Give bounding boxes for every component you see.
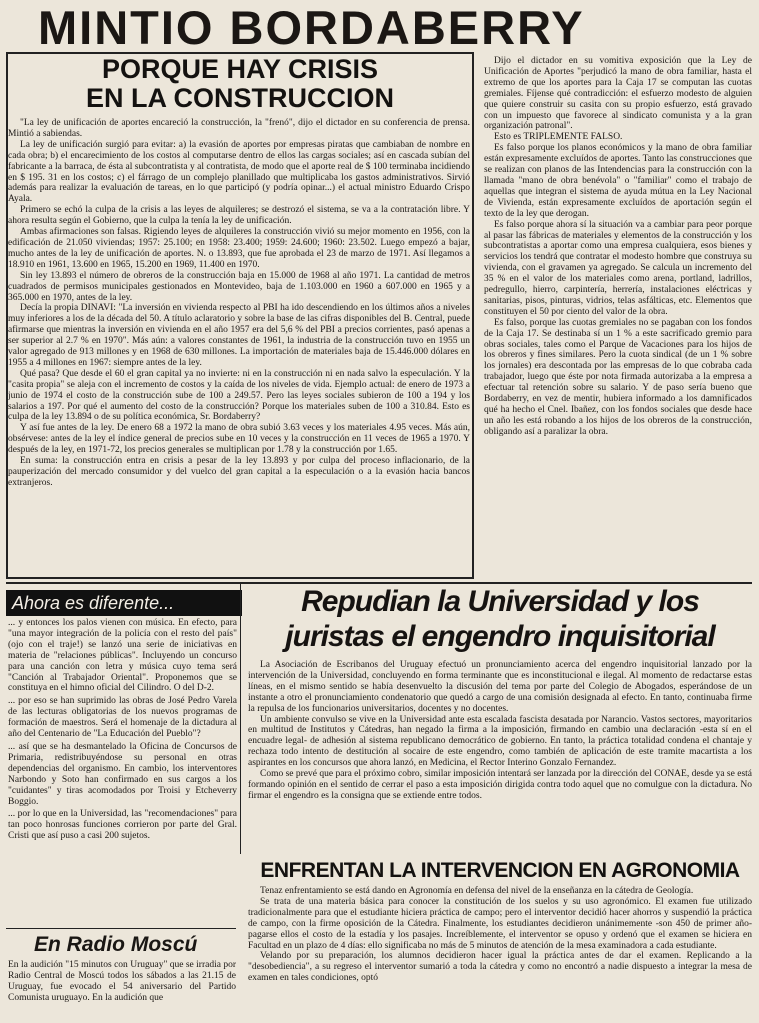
sidebar-header: Ahora es diferente... [6, 590, 242, 616]
paragraph: Velando por su preparación, los alumnos decidieron hacer igual la práctica antes de dar el examen. Replicando a la "desobediencia", a su regreso el interventor sumarió a toda la cátedra y como no encontró a nadie dispuesto a integrar la mesa de examen en tales condiciones, optó [248, 951, 752, 984]
paragraph: Qué pasa? Que desde el 60 el gran capital ya no invierte: ni en la construcción ni en nada salvo la especulación. Y la "casita propia" se aleja con el incremento de costos y la caída de los niveles de vida. Ejemplo actual: de enero de 1973 a junio de 1974 el costo de la construcción sube de 100 a 249.57. Pero las leyes sociales subieron de 100 a 194 y los salarios a 197. Por qué el aumento del costo de la construcción? Porque los materiales suben de 100 a 310.84. Esto es culpa de la ley 13.894 o de su política económica, Sr. Bordaberry? [8, 368, 470, 423]
paragraph: Es falso porque los planos económicos y la mano de obra familiar están expresamente excluídos de aportes. Tanto las construcciones que se realizan con planos de las Intendencias para la construcción con la llamada "mano de obra benévola" o "familiar" como el trabajo de aquellas que integran el sistema de ayuda mútua en la Ley Nacional de Vivienda, están expresamente excluídos de aportación según el texto de la ley que derogan. [484, 143, 752, 219]
paragraph: Y así fue antes de la ley. De enero 68 a 1972 la mano de obra subió 3.63 veces y los materiales 4.95 veces. Más aún, obsérvese: antes de la ley el índice general de precios sube en 10 veces y la construcción en 11 veces de 1965 a 1970. Y después de la ley, en 1971-72, los precios generales se multiplican por 1.78 y la construcción por 1.65. [8, 423, 470, 456]
article-universidad-title-line2: juristas el engendro inquisitorial [285, 620, 715, 653]
column-rule [240, 584, 241, 854]
article-agronomia-body [248, 886, 752, 1020]
paragraph: Es falso porque ahora sí la situación va a cambiar para peor porque al pasar las fábricas de materiales y elementos de la construcción y los subcontratistas a aportar como una empresa cualquiera, esos bienes y servicios los tendrá que contratar el modesto hombre que construya su vivienda, con el gravamen ya agregado. Se calcula un incremento del 35 % en el valor de los materiales como arena, portland, ladrillos, pedregullo, hierro, carpintería, herrería, instalaciones eléctricas y sanitarias, pisos, pinturas, vidrios, telas asfálticas, etc. Elementos que constituyen el 50 por ciento del valor de la obra. [484, 219, 752, 317]
paragraph: Dijo el dictador en su vomitiva exposición que la Ley de Unificación de Aportes "perjudicó la mano de obra familiar, hasta el extremo de que los aportes para la Caja 17 se computan las cuotas gremiales. Fíjense qué contradicción: el esfuerzo modesto de alguien que quiere construir su casita con su propio esfuerzo, está gravado con un impuesto que favorece al sindicato comunista y a la gran organización patronal". [484, 56, 752, 132]
paragraph: La ley de unificación surgió para evitar: a) la evasión de aportes por empresas piratas que cambiaban de nombre en cada obra; b) el encarecimiento de los costos al computarse dentro de ellos las cargas sociales; así en cascada subían del fabricante a la barraca, de ésta al subcontratista y al contratista, de modo que el aporte real de $ 100 terminaba incidiendo en $ 195. 31 en los costos; c) el fárrago de un complejo planillado que multiplicaba los gastos administrativos. Sirvió además para realizar la evaluación de tareas, en lo que participó (y podría opinar...) el actual ministro Eduardo Crispo Ayala. [8, 139, 470, 205]
sidebar-body [8, 618, 237, 926]
paragraph: Primero se echó la culpa de la crisis a las leyes de alquileres; se destrozó el sistema, se va a la contratación libre. Y ahora resulta según el Gobierno, que la culpa la tenía la ley de unificación. [8, 205, 470, 227]
article-universidad-body [248, 660, 752, 856]
paragraph: Ambas afirmaciones son falsas. Rigiendo leyes de alquileres la construcción vivió su mejor momento en 1956, con la edificación de 21.050 viviendas; 1957: 25.100; en 1958: 23.400; 1959: 24.600; 1960: 23.502. Luego empezó a bajar, mucho antes de la ley de unificación de aportes. N. o 13.893, que fue aprobada el 23 de marzo de 1971. Así llegamos a 18.910 en 1961, 13.600 en 1965, 15.200 en 1969, 11.400 en 1970. [8, 227, 470, 270]
sidebar-item: ... por lo que en la Universidad, las "recomendaciones" para tan poco honrosas funciones corrieron por parte del Gral. Cristi que así puso a casi 200 sujetos. [8, 809, 237, 842]
article-agronomia-title: ENFRENTAN LA INTERVENCION EN AGRONOMIA [260, 859, 740, 882]
sidebar-divider [6, 928, 236, 929]
article-crisis-continued [484, 56, 752, 438]
paragraph: Tenaz enfrentamiento se está dando en Agronomía en defensa del nivel de la enseñanza en la cátedra de Geología. [260, 886, 694, 896]
paragraph: "La ley de unificación de aportes encareció la construcción, la "frenó", dijo el dictador en su conferencia de prensa. Mintió a sabiendas. [8, 118, 470, 139]
paragraph: Decía la propia DINAVI: "La inversión en vivienda respecto al PBI ha ido descendiendo en los últimos años a niveles muy inferiores a los de la década del 50. A título aclaratorio y sobre la base de las cifras disponibles del B. Central, puede afirmarse que mientras la inversión en vivienda en el año 1957 era del 5,6 % del PBI a precios corrientes, pasó apenas a ser superior al 2.7 % en 1970". Más aún: a valores constantes de 1961, la industria de la construcción tuvo en 1955 un valor agregado de 913 millones y en 1968 de 630 millones. La importación de materiales baja de 15.446.000 dólares en 1955 a 4 millones en 1967: siempre antes de la ley. [8, 303, 470, 368]
article-crisis-title-line1: PORQUE HAY CRISIS [101, 54, 379, 84]
paragraph: Un ambiente convulso se vive en la Universidad ante esta escalada fascista desatada por Narancio. Vastos sectores, mayoritarios en multitud de Institutos y Cátedras, han negado la firma a la imposición, firmando en cambio una declaración -esta sí en el encuadre legal- de adhesión al sistema republicano democrático de gobierno. En tanto, la práctica totalidad condena el chantaje y rechaza todo intento de destitución al socaire de este engendro, como también de aplicación de este tramite macartista a los aspirantes en los concursos que ahora lanzó, en Medicina, el Rector Interino Gonzalo Fernandez. [248, 714, 752, 769]
sidebar-item: ... por eso se han suprimido las obras de José Pedro Varela de las lecturas obligatorias de los nuevos programas de formación de maestros. Será el homenaje de la dictadura al año del Centenario de "La Educación del Pueblo"? [8, 696, 237, 740]
sidebar-item: ... así que se ha desmantelado la Oficina de Concursos de Primaria, redistribuyéndose su personal en otras dependencias del organismo. En cambio, los interventores Narbondo y Soto han confirmado en sus cargos a los "cuidantes" y tiras acomodados por Troisi y Etcheverry Boggio. [8, 741, 237, 807]
paragraph: En suma: la construcción entra en crisis a pesar de la ley 13.893 y por culpa del proceso inflacionario, de la pauperización del mercado consumidor y del vuelco del gran capital a la especulación o a la evasión hacia bancos extranjeros. [8, 456, 470, 488]
paragraph: Es falso, porque las cuotas gremiales no se pagaban con los fondos de la Caja 17. Se destinaba sí un 1 % a este sacrificado gremio para obras sociales, tales como el Parque de Vacaciones para los hijos de los obreros y fines similares. Pero la cuota sindical (de un 1 % sobre los jornales) era descontada por las empresas de lo que cobraba cada trabajador, luego que éste por nota firmada autorizaba a la empresa a efectuar tal retención sobre su salario. Y de paso sería bueno que Bordaberry, en vez de mentir, hubiera informado a los damnificados qué ha hecho el Cnel. Ibañez, con los fondos sociales que desde hace un año les está robando a los hijos de los obreros de la construcción, obligando así a paralizar la obra. [484, 317, 752, 437]
article-universidad-title-line1: Repudian la Universidad y los [301, 585, 699, 618]
article-crisis-title-line2: EN LA CONSTRUCCION [86, 83, 394, 113]
paragraph: Se trata de una materia básica para conocer la constitución de los suelos y su uso agronómico. El examen fue utilizado tradicionalmente para que el estudiante hiciera práctica de campo; pero el interventor decidió hacer ahorros y suspendió la práctica de campo, con la firme oposición de la Cátedra. Finalmente, los estudiantes decidieron unánimemente -son 450 de primer año- pagarse ellos el costo de la estadía y los pasajes. Increíblemente, el interventor se opuso y ordenó que el examen se hiciera en Facultad en un plazo de 4 días: ello significaba no más de 5 minutos de atención de la mesa examinadora a cada estudiante. [248, 896, 752, 951]
radio-title: En Radio Moscú [34, 933, 198, 956]
article-crisis-body [8, 118, 470, 489]
masthead: MINTIO BORDABERRY [38, 1, 585, 54]
paragraph: Esto es TRIPLEMENTE FALSO. [494, 132, 623, 143]
paragraph: Como se prevé que para el próximo cobro, similar imposición intentará ser lanzada por la dirección del CONAE, desde ya se está formando opinión en el sentido de cerrar el paso a esta imposición dirigida contra todo aquel que no comulgue con la dictadura. No firmar el engendro es la consigna que se extiende entre todos. [248, 769, 752, 801]
paragraph: La Asociación de Escribanos del Uruguay efectuó un pronunciamiento acerca del engendro inquisitorial lanzado por la intervención de la Universidad, concluyendo en forma terminante que es inconstitucional e ilegal. Al momento de redactarse estas líneas, en el mismo sentido se había desenvuelto la discusión del tema por parte del Colegio de Abogados, esperándose de un instante a otro el pronunciamiento condenatorio que quedó a cargo de una comisión designada al efecto. En tanto, continuaba firme la repulsa de los funcionarios universitarios, docentes y no docentes. [248, 660, 752, 714]
sidebar-item: ... y entonces los palos vienen con música. En efecto, para "una mayor integración de la policía con el resto del país" (ojo con el traje!) se lanzó una serie de iniciativas en materia de "relaciones públicas". Incluyendo un concurso para una canción con letra y música cuyo tema será "Canción al Trabajador Oriental". Proponemos que se constituya en el himno oficial del Cilindro. O del D-2. [8, 618, 237, 694]
radio-text: En la audición "15 minutos con Uruguay" que se irradia por Radio Central de Moscú todos los sábados a las 21.15 de Uruguay, fue evocado el 54 aniversario del Partido Comunista uruguayo. En la audición que [8, 960, 236, 1003]
paragraph: Sin ley 13.893 el número de obreros de la construcción baja en 15.000 de 1968 al año 1971. La cantidad de metros cuadrados de permisos municipales gestionados en Montevideo, baja de 1.103.000 en 1960 a 607.000 en 1965 y a 365.000 en 1970, antes de la ley. [8, 270, 470, 303]
